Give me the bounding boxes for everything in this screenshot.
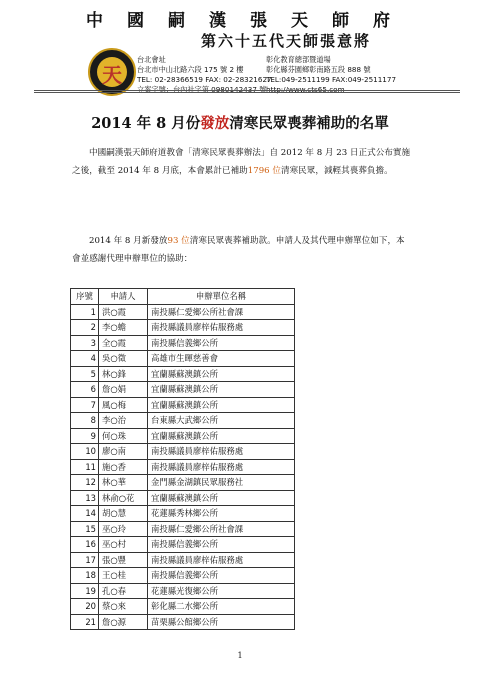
- table-row: [71, 475, 295, 491]
- row-seq: 19: [71, 583, 99, 599]
- table-header-row: [71, 289, 295, 305]
- org-title: 中國嗣漢張天師府: [86, 11, 414, 31]
- table-row: [71, 413, 295, 429]
- page-number: 1: [237, 651, 243, 660]
- table-row: [71, 304, 295, 320]
- row-agency: 南投縣信義鄉公所: [148, 568, 295, 584]
- table-row: [71, 335, 295, 351]
- row-seq: 3: [71, 335, 99, 351]
- table-row: [71, 583, 295, 599]
- row-applicant: 詹○娟: [99, 382, 148, 398]
- table-row: [71, 444, 295, 460]
- table-row: [71, 351, 295, 367]
- table-row: [71, 320, 295, 336]
- address-line: 彰化教育總部暨道場: [266, 55, 331, 64]
- recipient-table: [70, 288, 295, 630]
- monthly-count-highlight: 93 位: [167, 236, 190, 246]
- row-seq: 20: [71, 599, 99, 615]
- row-agency: 南投縣議員廖梓佑服務處: [148, 444, 295, 460]
- table-row: [71, 490, 295, 506]
- row-agency: 南投縣信義鄉公所: [148, 537, 295, 553]
- row-applicant: 廖○南: [99, 444, 148, 460]
- row-seq: 13: [71, 490, 99, 506]
- table-row: [71, 459, 295, 475]
- row-applicant: 風○梅: [99, 397, 148, 413]
- row-seq: 15: [71, 521, 99, 537]
- row-seq: 21: [71, 614, 99, 630]
- row-agency: 宜蘭縣蘇澳鎮公所: [148, 366, 295, 382]
- address-line: 彰化縣芬園鄉彰南路五段 888 號: [266, 65, 371, 74]
- logo-character: 天: [102, 63, 122, 87]
- row-seq: 6: [71, 382, 99, 398]
- row-agency: 苗栗縣公館鄉公所: [148, 614, 295, 630]
- row-seq: 9: [71, 428, 99, 444]
- taoist-logo: [88, 48, 136, 96]
- row-applicant: 孔○春: [99, 583, 148, 599]
- intro-paragraph: 中國嗣漢張天師府道教會「清寒民眾喪葬辦法」自 2012 年 8 月 23 日正式公布實施之後，截至 2014 年 8 月底，本會累計已補助1796 位清寒民眾，減輕其喪葬負擔。: [72, 148, 411, 176]
- document-title: [0, 112, 480, 133]
- row-agency: 高雄市生暉慈善會: [148, 351, 295, 367]
- address-line: 台北會址: [137, 55, 166, 64]
- row-applicant: 張○豐: [99, 552, 148, 568]
- taipei-address-block: [137, 55, 272, 95]
- row-applicant: 全○霞: [99, 335, 148, 351]
- website-link[interactable]: http://www.cts65.com: [266, 85, 345, 94]
- row-agency: 金門縣金湖鎮民眾服務社: [148, 475, 295, 491]
- row-seq: 14: [71, 506, 99, 522]
- row-agency: 花蓮縣秀林鄉公所: [148, 506, 295, 522]
- row-agency: 南投縣信義鄉公所: [148, 335, 295, 351]
- address-line: 立案字號：台內社字第 0980142437 號: [137, 85, 267, 94]
- logo-emblem-icon: [97, 57, 127, 87]
- row-seq: 17: [71, 552, 99, 568]
- table-row: [71, 397, 295, 413]
- address-line: 台北市中山北路六段 175 號 2 樓: [137, 65, 244, 74]
- header-agency: 申辦單位名稱: [148, 289, 295, 305]
- row-agency: 宜蘭縣蘇澳鎮公所: [148, 490, 295, 506]
- row-applicant: 巫○村: [99, 537, 148, 553]
- row-applicant: 何○珠: [99, 428, 148, 444]
- row-agency: 台東縣大武鄉公所: [148, 413, 295, 429]
- row-agency: 南投縣仁愛鄉公所社會課: [148, 304, 295, 320]
- row-seq: 16: [71, 537, 99, 553]
- title-highlight: 發放: [200, 115, 230, 132]
- row-agency: 宜蘭縣蘇澳鎮公所: [148, 397, 295, 413]
- row-applicant: 洪○霞: [99, 304, 148, 320]
- row-seq: 18: [71, 568, 99, 584]
- row-seq: 12: [71, 475, 99, 491]
- address-line: TEL: 02-28366519 FAX: 02-28321627: [137, 75, 272, 84]
- row-seq: 10: [71, 444, 99, 460]
- address-line: TEL:049-2511199 FAX:049-2511177: [266, 75, 397, 84]
- row-seq: 8: [71, 413, 99, 429]
- row-agency: 花蓮縣光復鄉公所: [148, 583, 295, 599]
- total-count-highlight: 1796 位: [247, 166, 281, 176]
- monthly-paragraph: 2014 年 8 月新發放93 位清寒民眾喪葬補助款。申請人及其代理申辦單位如下，本會並感謝代理申辦單位的協助：: [72, 236, 405, 264]
- row-agency: 宜蘭縣蘇澳鎮公所: [148, 382, 295, 398]
- table-row: [71, 614, 295, 630]
- table-row: [71, 428, 295, 444]
- row-applicant: 詹○源: [99, 614, 148, 630]
- row-seq: 11: [71, 459, 99, 475]
- row-applicant: 林俞○花: [99, 490, 148, 506]
- row-applicant: 巫○玲: [99, 521, 148, 537]
- table-row: [71, 521, 295, 537]
- row-applicant: 蔡○來: [99, 599, 148, 615]
- table-row: [71, 599, 295, 615]
- header-divider: [34, 90, 460, 91]
- title-suffix: 清寒民眾喪葬補助的名單: [229, 115, 389, 132]
- row-applicant: 林○華: [99, 475, 148, 491]
- row-agency: 南投縣議員廖梓佑服務處: [148, 459, 295, 475]
- row-applicant: 胡○慧: [99, 506, 148, 522]
- row-agency: 南投縣仁愛鄉公所社會課: [148, 521, 295, 537]
- row-applicant: 王○桂: [99, 568, 148, 584]
- row-seq: 7: [71, 397, 99, 413]
- letterhead-subtitle: 第六十五代天師張意將: [200, 32, 371, 50]
- row-agency: 宜蘭縣蘇澳鎮公所: [148, 428, 295, 444]
- row-agency: 彰化縣二水鄉公所: [148, 599, 295, 615]
- row-applicant: 施○香: [99, 459, 148, 475]
- row-applicant: 李○蟾: [99, 320, 148, 336]
- row-applicant: 李○治: [99, 413, 148, 429]
- header-seq: 序號: [71, 289, 99, 305]
- table-row: [71, 568, 295, 584]
- table-row: [71, 382, 295, 398]
- row-agency: 南投縣議員廖梓佑服務處: [148, 552, 295, 568]
- table-row: [71, 537, 295, 553]
- row-seq: 1: [71, 304, 99, 320]
- row-seq: 4: [71, 351, 99, 367]
- header-applicant: 申請人: [99, 289, 148, 305]
- table-row: [71, 552, 295, 568]
- row-applicant: 林○鋒: [99, 366, 148, 382]
- table-row: [71, 366, 295, 382]
- row-applicant: 吳○徵: [99, 351, 148, 367]
- row-seq: 2: [71, 320, 99, 336]
- row-seq: 5: [71, 366, 99, 382]
- header-divider: [34, 92, 460, 93]
- title-prefix: 2014 年 8 月份: [91, 115, 201, 132]
- row-agency: 南投縣議員廖梓佑服務處: [148, 320, 295, 336]
- changhua-address-block: [266, 55, 396, 95]
- table-row: [71, 506, 295, 522]
